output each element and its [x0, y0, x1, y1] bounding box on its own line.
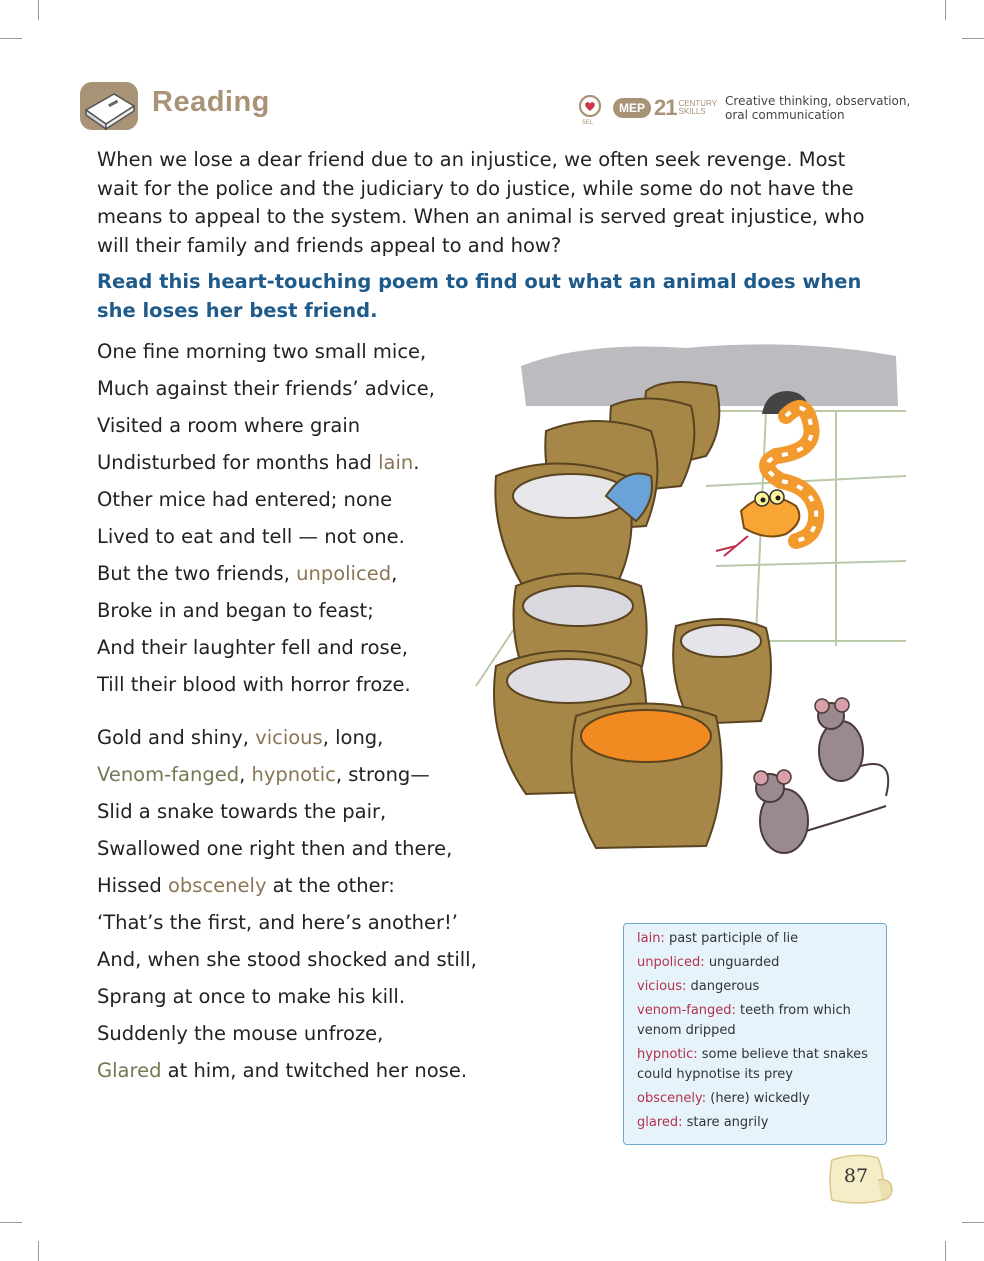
line-text: , long,: [322, 726, 384, 749]
heart-icon: [577, 95, 603, 121]
glossary-item: [637, 977, 876, 997]
glossary-item: [637, 953, 876, 973]
glossary-definition: some believe that snakes could hypnotise its prey: [637, 1047, 868, 1082]
glossary-definition: (here) wickedly: [706, 1091, 810, 1106]
line-text: ,: [239, 763, 252, 786]
poem-line: One fine morning two small mice,: [97, 340, 427, 363]
poem-line: [97, 444, 435, 481]
line-text: ,: [391, 562, 398, 585]
snake-tongue: [716, 536, 748, 556]
page-number-scroll: [826, 1150, 896, 1208]
crop-mark: [0, 1222, 22, 1223]
grain-orange: [581, 710, 711, 762]
line-text: .: [413, 451, 420, 474]
poem-line: Till their blood with horror froze.: [97, 673, 411, 696]
glossary-term: obscenely:: [637, 1091, 707, 1106]
poem-line: Other mice had entered; none: [97, 488, 393, 511]
glossary-item: [637, 1045, 876, 1085]
glossary-word-venom-fanged: Venom-fanged: [97, 763, 240, 786]
poem-line: Suddenly the mouse unfroze,: [97, 1022, 384, 1045]
glossary-word-unpoliced: unpoliced: [296, 562, 392, 585]
line-text: Undisturbed for months had: [97, 451, 379, 474]
snake-head: [741, 497, 799, 536]
poem-line: Slid a snake towards the pair,: [97, 800, 387, 823]
poem-line: Much against their friends’ advice,: [97, 377, 435, 400]
glossary-term: venom-fanged:: [637, 1003, 736, 1018]
glossary-definition: unguarded: [704, 955, 780, 970]
poem-line: [97, 867, 477, 904]
glossary-term: vicious:: [637, 979, 687, 994]
century-label: CENTURY: [678, 99, 718, 108]
poem-line: Broke in and began to feast;: [97, 599, 374, 622]
sel-badge: [577, 95, 603, 126]
snake-and-mice-illustration: [466, 336, 906, 876]
mep-badge: MEP: [613, 98, 651, 118]
poem-line: [97, 555, 435, 592]
century-skills-label: [679, 100, 718, 116]
line-text: But the two friends,: [97, 562, 297, 585]
poem-line: And their laughter fell and rose,: [97, 636, 408, 659]
poem-line: ‘That’s the first, and here’s another!’: [97, 911, 458, 934]
skills-description: [725, 94, 910, 122]
poem-line: Lived to eat and tell — not one.: [97, 525, 405, 548]
glossary-term: glared:: [637, 1115, 683, 1130]
poem-line: [97, 756, 477, 793]
glossary-definition: past participle of lie: [664, 931, 799, 946]
intro-paragraph: When we lose a dear friend due to an injustice, we often seek revenge. Most wait for the police and the judiciary to do justice, while some do not have the means to appeal to the system. When an animal is served great injustice, who will their family and friends appeal to and how?: [97, 148, 865, 257]
crop-mark: [945, 1241, 946, 1261]
crop-mark: [945, 0, 946, 20]
grain-white: [507, 659, 631, 703]
glossary-item: [637, 1001, 876, 1041]
glossary-term: hypnotic:: [637, 1047, 698, 1062]
glossary-word-obscenely: obscenely: [167, 874, 267, 897]
book-icon: [78, 80, 140, 132]
crop-mark: [0, 38, 22, 39]
glossary-definition: teeth from which venom dripped: [637, 1003, 851, 1038]
century-number: 21: [654, 95, 677, 120]
crop-mark: [962, 1222, 984, 1223]
mouse-2: [754, 770, 886, 853]
glossary-item: [637, 1113, 876, 1133]
poem-line: Swallowed one right then and there,: [97, 837, 453, 860]
glossary-word-vicious: vicious: [255, 726, 323, 749]
glossary-term: lain:: [637, 931, 665, 946]
poem-line: [97, 719, 477, 756]
poem-line: And, when she stood shocked and still,: [97, 948, 477, 971]
line-text: at him, and twitched her nose.: [161, 1059, 468, 1082]
poem-line: Sprang at once to make his kill.: [97, 985, 406, 1008]
skills-banner: [577, 92, 910, 124]
section-title: Reading: [152, 86, 270, 118]
line-text: at the other:: [266, 874, 395, 897]
page-number: 87: [843, 1165, 869, 1187]
poem-line: [97, 1052, 477, 1089]
glossary-box: [623, 923, 887, 1145]
glossary-word-glared: Glared: [97, 1059, 162, 1082]
crop-mark: [962, 38, 984, 39]
line-text: Hissed: [97, 874, 168, 897]
grain-white: [681, 625, 761, 657]
poem-stanza-2: [97, 719, 477, 1089]
sel-label: SEL: [582, 119, 593, 126]
skills-line-1: Creative thinking, observation,: [725, 94, 911, 108]
glossary-item: [637, 1089, 876, 1109]
glossary-word-hypnotic: hypnotic: [251, 763, 336, 786]
skills-line-2: oral communication: [725, 108, 845, 122]
line-text: Gold and shiny,: [97, 726, 256, 749]
skills-label: SKILLS: [678, 107, 706, 116]
mouse-1: [815, 698, 888, 796]
line-text: , strong—: [335, 763, 430, 786]
glossary-definition: stare angrily: [682, 1115, 769, 1130]
poem-line: Visited a room where grain: [97, 414, 361, 437]
crop-mark: [38, 1241, 39, 1261]
reading-instruction: Read this heart-touching poem to find out what an animal does when she loses her best friend.: [97, 270, 862, 322]
poem-stanza-1: [97, 333, 435, 703]
grain-white: [523, 586, 633, 626]
glossary-term: unpoliced:: [637, 955, 705, 970]
crop-mark: [38, 0, 39, 20]
glossary-word-lain: lain: [378, 451, 414, 474]
glossary-item: [637, 929, 876, 949]
glossary-definition: dangerous: [686, 979, 760, 994]
